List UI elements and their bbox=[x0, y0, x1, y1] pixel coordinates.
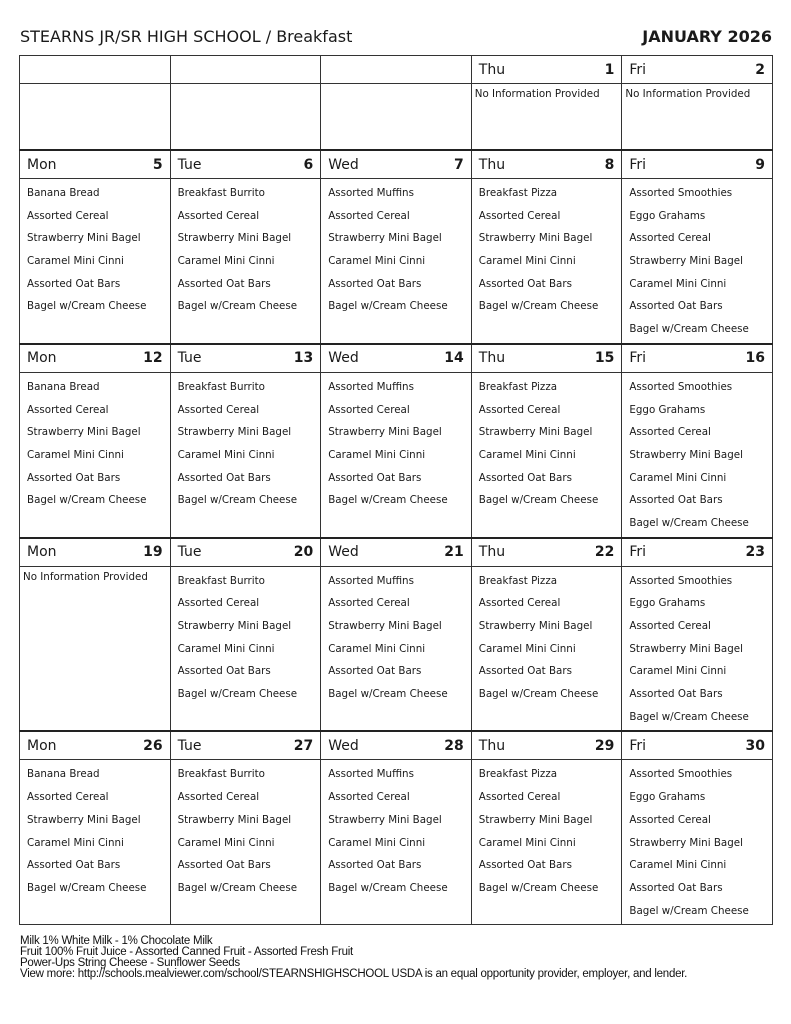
menu-item: Assorted Oat Bars bbox=[27, 471, 121, 484]
day-date: 13 bbox=[293, 350, 314, 367]
day-header bbox=[20, 56, 170, 83]
day-name: Thu bbox=[478, 350, 506, 367]
menu-item: Strawberry Mini Bagel bbox=[478, 426, 593, 439]
menu-item: Eggo Grahams bbox=[629, 791, 706, 804]
no-info-text: No Information Provided bbox=[474, 88, 600, 100]
day-date: 20 bbox=[293, 544, 314, 561]
week-menu-row bbox=[20, 84, 773, 151]
menu-item: Caramel Mini Cinni bbox=[27, 836, 124, 849]
day-date: 16 bbox=[745, 350, 765, 367]
menu-item: Assorted Cereal bbox=[27, 403, 109, 416]
menu-item: Assorted Oat Bars bbox=[328, 277, 422, 290]
day-header-cell bbox=[170, 731, 321, 760]
menu-item: Bagel w/Cream Cheese bbox=[478, 300, 599, 313]
menu-item: Assorted Cereal bbox=[328, 209, 410, 222]
menu-item: Bagel w/Cream Cheese bbox=[629, 516, 749, 529]
day-header-cell bbox=[471, 150, 622, 179]
no-info-text: No Information Provided bbox=[625, 88, 751, 100]
menu-item: Assorted Oat Bars bbox=[328, 471, 422, 484]
day-menu-cell bbox=[20, 179, 171, 344]
week-menu-row bbox=[20, 179, 773, 344]
day-header bbox=[472, 345, 622, 372]
menu-item: Strawberry Mini Bagel bbox=[177, 232, 292, 245]
menu-items bbox=[321, 567, 471, 708]
day-menu-cell bbox=[471, 372, 622, 537]
day-header-cell bbox=[20, 150, 171, 179]
menu-item: Caramel Mini Cinni bbox=[629, 277, 727, 290]
day-date: 6 bbox=[303, 156, 314, 173]
day-header-cell bbox=[622, 344, 773, 373]
day-date: 23 bbox=[745, 544, 765, 561]
menu-item: Strawberry Mini Bagel bbox=[328, 813, 442, 826]
day-header-cell bbox=[471, 538, 622, 567]
menu-items bbox=[321, 84, 471, 89]
day-menu-cell bbox=[170, 566, 321, 731]
day-header bbox=[20, 539, 170, 566]
menu-items bbox=[622, 373, 772, 537]
day-header-cell bbox=[170, 56, 321, 84]
menu-item: Strawberry Mini Bagel bbox=[177, 813, 292, 826]
day-menu-cell bbox=[471, 760, 622, 925]
day-header-cell bbox=[20, 731, 171, 760]
day-header-cell bbox=[471, 344, 622, 373]
day-date: 29 bbox=[594, 737, 615, 754]
menu-item: Bagel w/Cream Cheese bbox=[629, 710, 749, 723]
menu-item: Assorted Oat Bars bbox=[629, 688, 723, 701]
day-name: Tue bbox=[177, 350, 202, 367]
menu-item: Strawberry Mini Bagel bbox=[629, 255, 743, 268]
day-menu-cell bbox=[20, 84, 171, 151]
day-date: 26 bbox=[143, 737, 163, 754]
menu-item: Strawberry Mini Bagel bbox=[629, 642, 743, 655]
menu-item: Bagel w/Cream Cheese bbox=[177, 881, 298, 894]
month-title: JANUARY 2026 bbox=[642, 27, 772, 46]
menu-item: Bagel w/Cream Cheese bbox=[177, 300, 298, 313]
menu-item: Bagel w/Cream Cheese bbox=[629, 323, 749, 336]
menu-item: Assorted Muffins bbox=[328, 574, 414, 587]
day-menu-cell bbox=[321, 84, 472, 151]
week-menu-row bbox=[20, 760, 773, 925]
day-date: 15 bbox=[594, 350, 615, 367]
day-header bbox=[171, 345, 321, 372]
menu-item: Assorted Cereal bbox=[629, 426, 711, 439]
menu-item: Assorted Cereal bbox=[177, 791, 260, 804]
day-menu-cell bbox=[170, 179, 321, 344]
menu-item: Caramel Mini Cinni bbox=[177, 448, 275, 461]
day-menu-cell bbox=[622, 760, 773, 925]
menu-item: Banana Bread bbox=[27, 768, 100, 781]
day-header bbox=[472, 539, 622, 566]
menu-item: Bagel w/Cream Cheese bbox=[328, 881, 448, 894]
menu-items bbox=[171, 760, 321, 901]
menu-item: Assorted Oat Bars bbox=[177, 665, 271, 678]
school-title: STEARNS JR/SR HIGH SCHOOL / Breakfast bbox=[20, 27, 353, 46]
menu-item: Caramel Mini Cinni bbox=[177, 836, 275, 849]
menu-item: Caramel Mini Cinni bbox=[629, 859, 727, 872]
menu-item: Caramel Mini Cinni bbox=[328, 255, 426, 268]
week-header-row bbox=[20, 731, 773, 760]
menu-item: Breakfast Pizza bbox=[478, 574, 558, 587]
menu-item: Caramel Mini Cinni bbox=[328, 836, 426, 849]
menu-items bbox=[321, 179, 471, 320]
day-header-cell bbox=[622, 56, 773, 84]
day-name: Tue bbox=[177, 544, 202, 561]
menu-item: Assorted Cereal bbox=[328, 597, 410, 610]
menu-items bbox=[321, 373, 471, 514]
day-header bbox=[472, 56, 622, 83]
menu-item: Bagel w/Cream Cheese bbox=[328, 688, 448, 701]
menu-item: Breakfast Pizza bbox=[478, 380, 558, 393]
fruit-note: Fruit 100% Fruit Juice - Assorted Canned Fruit - Assorted Fresh Fruit bbox=[20, 946, 353, 958]
day-menu-cell bbox=[20, 760, 171, 925]
menu-item: Strawberry Mini Bagel bbox=[27, 232, 141, 245]
menu-item: Caramel Mini Cinni bbox=[27, 255, 124, 268]
day-date: 30 bbox=[745, 737, 765, 754]
menu-item: Assorted Cereal bbox=[478, 597, 561, 610]
day-header bbox=[622, 732, 772, 759]
menu-items bbox=[171, 373, 321, 514]
day-menu-cell bbox=[321, 179, 472, 344]
day-date: 9 bbox=[755, 156, 765, 173]
day-name: Thu bbox=[478, 156, 506, 173]
day-name: Fri bbox=[629, 61, 647, 78]
day-header-cell bbox=[20, 538, 171, 567]
menu-item: Caramel Mini Cinni bbox=[177, 642, 275, 655]
menu-item: Bagel w/Cream Cheese bbox=[478, 881, 599, 894]
day-menu-cell bbox=[321, 760, 472, 925]
day-date: 14 bbox=[444, 350, 464, 367]
day-header bbox=[321, 539, 471, 566]
menu-items bbox=[20, 179, 170, 320]
day-header-cell bbox=[321, 344, 472, 373]
day-header-cell bbox=[321, 538, 472, 567]
menu-item: Assorted Smoothies bbox=[629, 380, 733, 393]
menu-item: Assorted Cereal bbox=[177, 209, 260, 222]
menu-item: Bagel w/Cream Cheese bbox=[27, 494, 147, 507]
day-header bbox=[321, 151, 471, 178]
day-menu-cell bbox=[170, 84, 321, 151]
menu-item: Caramel Mini Cinni bbox=[629, 471, 727, 484]
menu-item: Caramel Mini Cinni bbox=[328, 642, 426, 655]
day-menu-cell bbox=[20, 372, 171, 537]
menu-item: Assorted Muffins bbox=[328, 768, 414, 781]
day-date: 21 bbox=[444, 544, 464, 561]
day-date: 7 bbox=[454, 156, 464, 173]
day-name: Fri bbox=[629, 350, 647, 367]
menu-item: Assorted Cereal bbox=[177, 403, 260, 416]
day-menu-cell bbox=[622, 179, 773, 344]
day-header bbox=[321, 732, 471, 759]
menu-items bbox=[171, 567, 321, 708]
day-header bbox=[622, 56, 772, 83]
menu-item: Caramel Mini Cinni bbox=[478, 836, 576, 849]
menu-item: Strawberry Mini Bagel bbox=[629, 448, 743, 461]
day-header-cell bbox=[20, 56, 171, 84]
day-date: 12 bbox=[143, 350, 163, 367]
day-menu-cell bbox=[622, 372, 773, 537]
day-header bbox=[20, 345, 170, 372]
menu-item: Assorted Oat Bars bbox=[478, 277, 572, 290]
day-date: 19 bbox=[143, 544, 163, 561]
day-name: Fri bbox=[629, 544, 647, 561]
day-header bbox=[622, 539, 772, 566]
menu-items bbox=[171, 84, 321, 89]
day-header bbox=[171, 539, 321, 566]
menu-item: Assorted Oat Bars bbox=[478, 859, 572, 872]
menu-items bbox=[622, 760, 772, 924]
menu-items bbox=[321, 760, 471, 901]
menu-item: Eggo Grahams bbox=[629, 403, 706, 416]
menu-items bbox=[20, 760, 170, 901]
day-header bbox=[171, 151, 321, 178]
menu-item: Assorted Cereal bbox=[629, 620, 711, 632]
day-date: 27 bbox=[293, 737, 314, 754]
menu-item: Banana Bread bbox=[27, 380, 100, 393]
menu-item: Breakfast Burrito bbox=[177, 380, 265, 393]
menu-item: Assorted Cereal bbox=[478, 403, 561, 416]
menu-item: Assorted Cereal bbox=[478, 791, 561, 804]
menu-item: Assorted Muffins bbox=[328, 380, 414, 393]
day-header bbox=[622, 345, 772, 372]
menu-item: Bagel w/Cream Cheese bbox=[27, 881, 147, 894]
menu-item: Assorted Oat Bars bbox=[27, 277, 121, 290]
menu-item: Bagel w/Cream Cheese bbox=[27, 300, 147, 313]
day-header-cell bbox=[622, 150, 773, 179]
week-header-row bbox=[20, 150, 773, 179]
menu-item: Caramel Mini Cinni bbox=[478, 255, 576, 268]
day-header bbox=[171, 732, 321, 759]
day-menu-cell bbox=[471, 84, 622, 151]
day-name: Mon bbox=[27, 156, 57, 173]
menu-calendar bbox=[19, 55, 773, 925]
day-name: Mon bbox=[27, 737, 57, 754]
menu-item: Caramel Mini Cinni bbox=[629, 665, 727, 678]
week-header-row bbox=[20, 538, 773, 567]
day-name: Thu bbox=[478, 61, 506, 78]
menu-item: Breakfast Burrito bbox=[177, 187, 265, 199]
menu-item: Assorted Oat Bars bbox=[177, 471, 271, 484]
menu-items bbox=[20, 84, 170, 89]
menu-item: Banana Bread bbox=[27, 187, 100, 199]
day-menu-cell bbox=[622, 566, 773, 731]
menu-item: Bagel w/Cream Cheese bbox=[629, 904, 749, 917]
menu-item: Assorted Cereal bbox=[478, 209, 561, 222]
day-menu-cell bbox=[471, 179, 622, 344]
day-header-cell bbox=[471, 731, 622, 760]
menu-items bbox=[472, 179, 622, 320]
day-menu-cell bbox=[170, 372, 321, 537]
day-name: Wed bbox=[328, 544, 359, 561]
day-menu-cell bbox=[170, 760, 321, 925]
menu-item: Strawberry Mini Bagel bbox=[177, 426, 292, 439]
menu-item: Assorted Oat Bars bbox=[328, 859, 422, 872]
no-info-text: No Information Provided bbox=[23, 570, 148, 583]
menu-item: Caramel Mini Cinni bbox=[27, 448, 124, 461]
menu-item: Strawberry Mini Bagel bbox=[629, 836, 743, 849]
milk-note: Milk 1% White Milk - 1% Chocolate Milk bbox=[20, 935, 213, 947]
day-date: 22 bbox=[594, 544, 615, 561]
menu-item: Assorted Cereal bbox=[27, 209, 109, 222]
day-header-cell bbox=[321, 56, 472, 84]
menu-item: Assorted Oat Bars bbox=[177, 859, 271, 872]
day-menu-cell bbox=[321, 566, 472, 731]
day-name: Wed bbox=[328, 350, 359, 367]
menu-item: Assorted Oat Bars bbox=[478, 665, 572, 678]
menu-item: Breakfast Burrito bbox=[177, 768, 265, 781]
menu-item: Assorted Oat Bars bbox=[177, 277, 271, 290]
day-date: 1 bbox=[604, 61, 615, 78]
footer-notes bbox=[20, 936, 687, 980]
menu-item: Strawberry Mini Bagel bbox=[478, 232, 593, 245]
day-header bbox=[20, 732, 170, 759]
menu-item: Strawberry Mini Bagel bbox=[27, 426, 141, 439]
menu-item: Assorted Smoothies bbox=[629, 768, 733, 781]
day-name: Wed bbox=[328, 737, 359, 754]
day-header bbox=[472, 151, 622, 178]
view-more-note: View more: http://schools.mealviewer.com/school/STEARNSHIGHSCHOOL USDA is an equal opportunity provider, employer, and lender. bbox=[20, 968, 688, 980]
menu-item: Assorted Oat Bars bbox=[478, 471, 572, 484]
day-name: Fri bbox=[629, 737, 647, 754]
day-header-cell bbox=[321, 150, 472, 179]
day-header bbox=[321, 345, 471, 372]
day-header bbox=[20, 151, 170, 178]
week-menu-row bbox=[20, 566, 773, 731]
week-header-row bbox=[20, 344, 773, 373]
day-date: 8 bbox=[604, 156, 615, 173]
menu-item: Assorted Cereal bbox=[328, 791, 410, 804]
day-date: 5 bbox=[152, 156, 163, 173]
menu-item: Bagel w/Cream Cheese bbox=[478, 688, 599, 701]
powerups-note: Power-Ups String Cheese - Sunflower Seeds bbox=[20, 957, 240, 969]
day-name: Mon bbox=[27, 544, 57, 561]
day-header bbox=[622, 151, 772, 178]
menu-item: Assorted Muffins bbox=[328, 187, 414, 199]
menu-items bbox=[472, 567, 622, 708]
menu-item: Caramel Mini Cinni bbox=[478, 642, 576, 655]
menu-item: Assorted Cereal bbox=[27, 791, 109, 804]
day-menu-cell bbox=[622, 84, 773, 151]
day-header bbox=[472, 732, 622, 759]
menu-item: Assorted Cereal bbox=[177, 597, 260, 610]
menu-item: Bagel w/Cream Cheese bbox=[478, 494, 599, 507]
menu-item: Assorted Cereal bbox=[629, 232, 711, 245]
menu-items bbox=[472, 373, 622, 514]
menu-item: Caramel Mini Cinni bbox=[177, 255, 275, 268]
day-name: Fri bbox=[629, 156, 647, 173]
day-date: 2 bbox=[755, 61, 765, 78]
day-name: Wed bbox=[328, 156, 359, 173]
menu-item: Caramel Mini Cinni bbox=[328, 448, 426, 461]
menu-item: Assorted Oat Bars bbox=[629, 300, 723, 313]
menu-items bbox=[20, 373, 170, 514]
day-menu-cell bbox=[20, 566, 171, 731]
menu-items bbox=[472, 760, 622, 901]
day-name: Tue bbox=[177, 737, 202, 754]
week-header-row bbox=[20, 56, 773, 84]
day-header-cell bbox=[170, 538, 321, 567]
menu-item: Breakfast Burrito bbox=[177, 574, 265, 587]
week-menu-row bbox=[20, 372, 773, 537]
menu-item: Assorted Cereal bbox=[328, 403, 410, 416]
day-menu-cell bbox=[321, 372, 472, 537]
day-header bbox=[321, 56, 471, 83]
day-menu-cell bbox=[471, 566, 622, 731]
day-header-cell bbox=[622, 538, 773, 567]
menu-item: Strawberry Mini Bagel bbox=[478, 813, 593, 826]
day-date: 28 bbox=[444, 737, 464, 754]
menu-item: Strawberry Mini Bagel bbox=[478, 620, 593, 632]
menu-item: Strawberry Mini Bagel bbox=[328, 426, 442, 439]
day-name: Mon bbox=[27, 350, 57, 367]
menu-item: Assorted Oat Bars bbox=[328, 665, 422, 678]
menu-item: Strawberry Mini Bagel bbox=[328, 232, 442, 245]
menu-item: Strawberry Mini Bagel bbox=[328, 620, 442, 632]
menu-item: Strawberry Mini Bagel bbox=[177, 620, 292, 632]
menu-item: Assorted Oat Bars bbox=[629, 494, 723, 507]
day-name: Tue bbox=[177, 156, 202, 173]
menu-item: Assorted Oat Bars bbox=[27, 859, 121, 872]
day-header-cell bbox=[321, 731, 472, 760]
day-header bbox=[171, 56, 321, 83]
day-header-cell bbox=[622, 731, 773, 760]
menu-item: Bagel w/Cream Cheese bbox=[328, 494, 448, 507]
menu-item: Bagel w/Cream Cheese bbox=[177, 494, 298, 507]
day-header-cell bbox=[170, 150, 321, 179]
menu-item: Assorted Smoothies bbox=[629, 574, 733, 587]
day-header-cell bbox=[170, 344, 321, 373]
menu-items bbox=[622, 179, 772, 343]
menu-items bbox=[622, 567, 772, 731]
menu-item: Breakfast Pizza bbox=[478, 768, 558, 781]
menu-item: Assorted Cereal bbox=[629, 813, 711, 826]
menu-item: Bagel w/Cream Cheese bbox=[328, 300, 448, 313]
menu-item: Assorted Smoothies bbox=[629, 187, 733, 199]
menu-item: Eggo Grahams bbox=[629, 597, 706, 610]
day-header-cell bbox=[20, 344, 171, 373]
menu-item: Eggo Grahams bbox=[629, 209, 706, 222]
menu-item: Bagel w/Cream Cheese bbox=[177, 688, 298, 701]
menu-item: Assorted Oat Bars bbox=[629, 881, 723, 894]
menu-item: Strawberry Mini Bagel bbox=[27, 813, 141, 826]
menu-item: Caramel Mini Cinni bbox=[478, 448, 576, 461]
day-name: Thu bbox=[478, 544, 506, 561]
menu-item: Breakfast Pizza bbox=[478, 187, 558, 199]
day-header-cell bbox=[471, 56, 622, 84]
day-name: Thu bbox=[478, 737, 506, 754]
menu-items bbox=[171, 179, 321, 320]
